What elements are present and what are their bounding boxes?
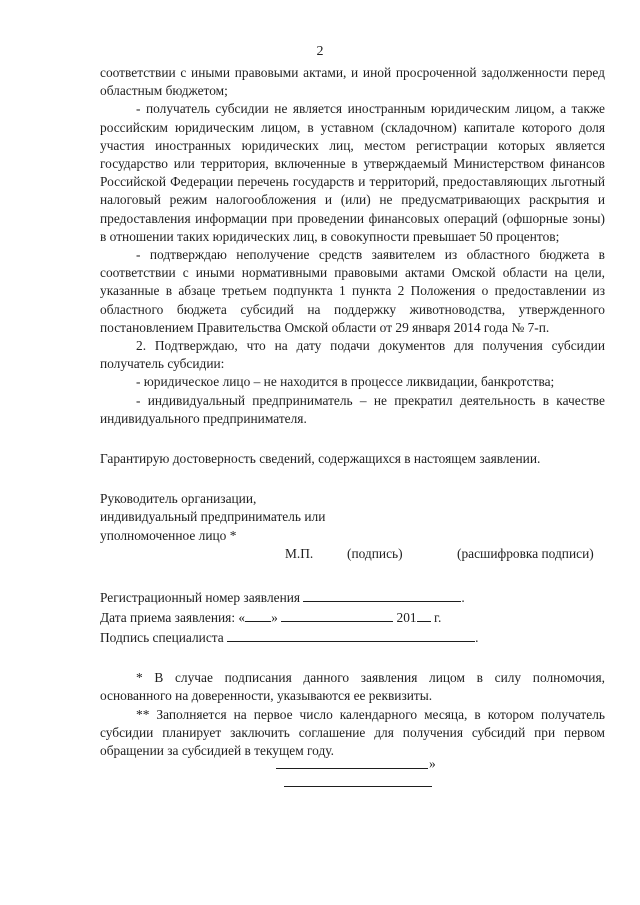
decode-caption: (расшифровка подписи) — [457, 545, 594, 561]
year-label: 201 — [396, 609, 417, 625]
specialist-signature-line — [227, 627, 475, 642]
guarantee-statement: Гарантирую достоверность сведений, содержащихся в настоящем заявлении. — [100, 451, 541, 467]
closing-quote: » — [429, 756, 436, 771]
paragraph-foreign-entity: - получатель субсидии не является иностранным юридическим лицом, а также российским юридическим лицом, в уставном (складочном) капитале которого доля участия иностранных юридических лиц, местом регистрации которых является государство или территория, включенные в утверждаемый Министерством финансов Российской Федерации перечень государств и территорий, предоставляющих льготный налоговый режим налогообложения и (или) не предусматривающих раскрытия и предоставления информации при проведении финансовых операций (офшорные зоны) в отношении таких юридических лиц, в совокупности превышает 50 процентов; — [100, 101, 605, 244]
specialist-label: Подпись специалиста — [100, 630, 224, 646]
signer-line-3: уполномоченное лицо * — [100, 527, 237, 543]
seal-mark: М.П. — [285, 545, 314, 561]
page-number: 2 — [316, 44, 324, 59]
date-day-line — [245, 607, 271, 622]
document-body — [100, 64, 605, 760]
footnote-first-day: ** Заполняется на первое число календарного месяца, в котором получатель субсидии планирует заключить соглашение для получения субсидий при первом обращении за субсидией в текущем году. — [100, 706, 605, 759]
year-line — [417, 607, 431, 622]
year-suffix: г. — [433, 609, 442, 625]
date-label: Дата приема заявления: « — [100, 609, 246, 625]
reg-number-label: Регистрационный номер заявления — [100, 589, 301, 605]
closing-line-1 — [276, 768, 428, 769]
signer-line-2: индивидуальный предприниматель или — [100, 509, 326, 525]
specialist-dot: . — [475, 630, 479, 646]
date-month-line — [281, 607, 393, 622]
closing-line-2 — [284, 786, 432, 787]
date-close-quote: » — [271, 609, 278, 625]
signature-block — [100, 490, 605, 564]
footnote-power-of-attorney: * В случае подписания данного заявления лицом в силу полномочия, основанного на доверенности, указываются ее реквизиты. — [100, 670, 605, 704]
registration-block — [100, 587, 605, 648]
paragraph-confirmation: 2. Подтверждаю, что на дату подачи документов для получения субсидии получатель субсидии: — [100, 338, 605, 372]
reg-number-dot: . — [461, 589, 465, 605]
paragraph-entrepreneur: - индивидуальный предприниматель – не прекратил деятельность в качестве индивидуального предпринимателя. — [100, 392, 605, 426]
reg-number-line — [303, 587, 461, 602]
signer-line-1: Руководитель организации, — [100, 491, 257, 507]
paragraph-legal-entity: - юридическое лицо – не находится в процессе ликвидации, банкротства; — [136, 374, 555, 390]
paragraph-continuation: соответствии с иными правовыми актами, и иной просроченной задолженности перед областным бюджетом; — [100, 65, 605, 99]
signature-caption: (подпись) — [347, 545, 403, 561]
paragraph-no-funds-received: - подтверждаю неполучение средств заявителем из областного бюджета в соответствии с иными нормативными правовыми актами Омской области на цели, указанные в абзаце третьем подпункта 1 пункта 2 Положения о предоставлении из областного бюджета субсидий на поддержку животноводства, утвержденного постановлением Правительства Омской области от 29 января 2014 года № 7-п. — [100, 247, 605, 335]
